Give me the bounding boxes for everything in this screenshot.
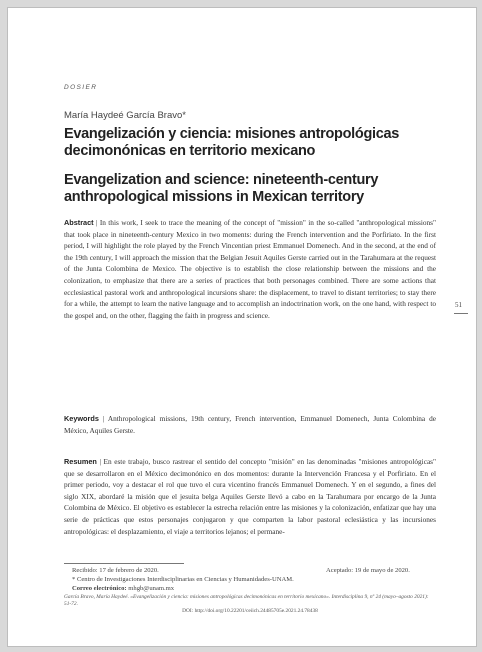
citation-text: García Bravo, María Haydeé. «Evangelización y ciencia: misiones antropológicas decimonónicas en territorio mexicano». Interdisciplina 9, nº 24 (mayo–agosto 2021): 51-72.	[64, 594, 429, 607]
keywords-paragraph: Keywords | Anthropological missions, 19th century, French intervention, Emmanuel Domenech, Junta Colombina de México, Aquiles Gerste.	[64, 414, 436, 435]
doi-link[interactable]: DOI: http://doi.org/10.22201/ceiich.24485705e.2021.24.78438	[182, 608, 318, 614]
abstract-paragraph: Abstract | In this work, I seek to trace the meaning of the concept of "mission" in the so-called "anthropological missions" that took place in nineteenth-century Mexico in two moments: during the French intervention and the Porfiriato. In the first period, I will highlight the role played by the French Vincentian priest Emmanuel Domenech. And in the second, at the end of the 19th century, I will approach the mission that the Belgian Jesuit Aquiles Gerste carried out in the Tarahumara at the request of the Junta Colombina de Mexico. The objective is to establish the close relationship between the missions and the colonization, to emphasize that there are a series of practices that both personages combined. There are some actions that ecclesiastical pastoral work and anthropological incursions share: the displacement, to travel to distant territories; to stay there for a while, the attempt to learn the native language and to accomplish an indoctrination work, on the one hand, with respect to the gospel and, on the other, flagging the faith in progress and science.	[64, 218, 436, 320]
keywords-text: Anthropological missions, 19th century, French intervention, Emmanuel Domenech, Junta Colombina de México, Aquiles Gerste.	[64, 414, 436, 435]
resumen-label: Resumen	[64, 457, 97, 466]
title-spanish: Evangelización y ciencia: misiones antropológicas decimonónicas en territorio mexicano	[64, 126, 400, 159]
section-label: DOSIER	[64, 84, 98, 91]
accepted-date: Aceptado: 19 de mayo de 2020.	[326, 567, 410, 574]
abstract-label: Abstract	[64, 218, 94, 227]
page-number-rule	[454, 313, 468, 314]
footnotes	[64, 567, 436, 615]
resumen-text: En este trabajo, busco rastrear el sentido del concepto "misión" en las denominadas "misiones antropológicas" que se desarrollaron en el México decimonónico en dos momentos: durante la Intervención Francesa y el Porfiriato. En el primer periodo, voy a destacar el rol que tuvo el cura vicentino francés Emmanuel Domenech. Y en el segundo, a fines del siglo XIX, abordaré la misión que el jesuita belga Aquiles Gerste llevó a cabo en la Tarahumara por encargo de la Junta Colombina de México. El objetivo es establecer la estrecha relación entre las misiones y la colonización, enfatizar que hay una serie de prácticas que estos personajes conjugaron y que comparten la labor pastoral eclesiástica y las incursiones antropológicas: el desplazamiento, el viaje a territorios lejanos; el permane-	[64, 457, 437, 536]
page-number: 51	[455, 301, 462, 309]
email-note	[64, 585, 436, 594]
journal-page	[7, 7, 477, 647]
abstract-text: In this work, I seek to trace the meaning of the concept of "mission" in the so-called "anthropological missions" that took place in nineteenth-century Mexico in two moments: during the French intervention and the Porfiriato. In the first period, I will highlight the role played by the French Vincentian priest Emmanuel Domenech. And in the second, at the end of the 19th century, I will approach the mission that the Belgian Jesuit Aquiles Gerste carried out in the Tarahumara at the request of the Junta Colombina de Mexico. The objective is to establish the close relationship between the missions and the colonization, to emphasize that there are a series of practices that both personages combined. There are some actions that ecclesiastical pastoral work and anthropological incursions share: the displacement, to travel to distant territories; to stay there for a while, the attempt to learn the native language and to accomplish an indoctrination work, on the one hand, with respect to the gospel and, on the other, flagging the faith in progress and science.	[64, 218, 436, 320]
resumen-paragraph: Resumen | En este trabajo, busco rastrear el sentido del concepto "misión" en las denominadas "misiones antropológicas" que se desarrollaron en el México decimonónico en dos momentos: durante la Intervención Francesa y el Porfiriato. En el primer periodo, voy a destacar el rol que tuvo el cura vicentino francés Emmanuel Domenech. Y en el segundo, a fines del siglo XIX, abordaré la misión que el jesuita belga Aquiles Gerste llevó a cabo en la Tarahumara por encargo de la Junta Colombina de México. El objetivo es establecer la estrecha relación entre las misiones y la colonización, enfatizar que hay una serie de prácticas que estos personajes conjugaron y que comparten la labor pastoral eclesiástica y las incursiones antropológicas: el desplazamiento, el viaje a territorios lejanos; el permane-	[64, 457, 437, 536]
email-label: Correo electrónico:	[72, 584, 127, 592]
footnote-divider	[64, 563, 184, 564]
received-date: Recibido: 17 de febrero de 2020.	[72, 567, 159, 574]
affiliation-note: * Centro de Investigaciones Interdisciplinarias en Ciencias y Humanidades-UNAM.	[72, 576, 294, 583]
author-name: María Haydeé García Bravo*	[64, 110, 186, 121]
submission-dates	[64, 567, 436, 576]
title-english: Evangelization and science: nineteenth-century anthropological missions in Mexican territory	[64, 172, 379, 205]
keywords-label: Keywords	[64, 414, 99, 423]
email-link[interactable]: mhgb@unam.mx	[128, 584, 175, 592]
